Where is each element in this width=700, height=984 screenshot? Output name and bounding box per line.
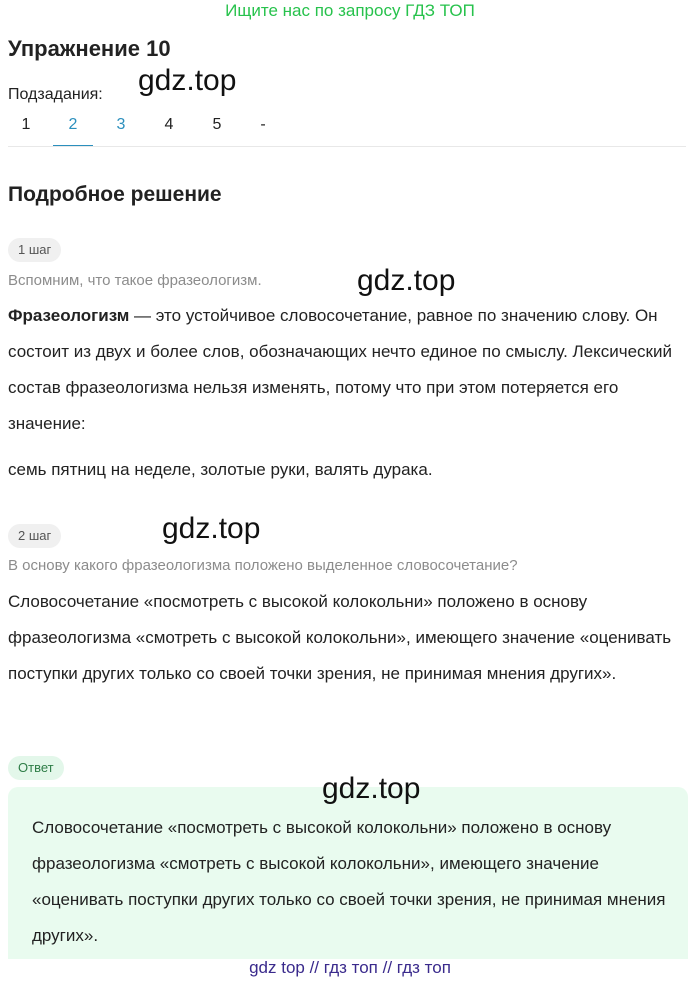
divider xyxy=(8,146,686,147)
tab-1[interactable]: 1 xyxy=(21,116,31,133)
step-badge: 1 шаг xyxy=(8,238,61,262)
exercise-title: Упражнение 10 xyxy=(8,36,171,61)
term: Фразеологизм xyxy=(8,306,130,325)
tab-4[interactable]: 4 xyxy=(164,116,174,133)
watermark: gdz.top xyxy=(357,264,456,297)
tab-2[interactable]: 2 xyxy=(68,116,78,133)
watermark: gdz.top xyxy=(162,512,261,545)
step-hint: В основу какого фразеологизма положено выделенное словосочетание? xyxy=(8,557,518,574)
footer: gdz top // гдз топ // гдз топ xyxy=(249,958,451,977)
watermark: gdz.top xyxy=(138,64,237,97)
subtask-tabs xyxy=(0,112,700,148)
definition: — это устойчивое словосочетание, равное по значению слову. Он состоит из двух и более слов, обозначающих нечто единое по смыслу. Лексический состав фразеологизма нельзя изменять, потому что при этом потеряется его значение: xyxy=(8,306,672,433)
subtasks-label: Подзадания: xyxy=(8,86,103,103)
step-paragraph xyxy=(8,298,698,442)
watermark: gdz.top xyxy=(322,772,421,805)
step-paragraph: Словосочетание «посмотреть с высокой колокольни» положено в основу фразеологизма «смотреть с высокой колокольни», имеющего значение «оценивать поступки других только со своей точки зрения, не принимая мнения других». xyxy=(8,592,672,683)
answer-badge: Ответ xyxy=(8,756,64,780)
tab-5[interactable]: 5 xyxy=(212,116,222,133)
step-hint: Вспомним, что такое фразеологизм. xyxy=(8,272,262,289)
tab-3[interactable]: 3 xyxy=(116,116,126,133)
examples: семь пятниц на неделе, золотые руки, валять дурака. xyxy=(8,460,433,479)
step-badge: 2 шаг xyxy=(8,524,61,548)
answer-text: Словосочетание «посмотреть с высокой колокольни» положено в основу фразеологизма «смотреть с высокой колокольни», имеющего значение «оценивать поступки других только со своей точки зрения, не принимая мнения других». xyxy=(32,818,666,945)
section-title: Подробное решение xyxy=(8,183,222,206)
search-banner: Ищите нас по запросу ГДЗ ТОП xyxy=(225,1,475,20)
tab-more[interactable]: - xyxy=(260,116,266,133)
